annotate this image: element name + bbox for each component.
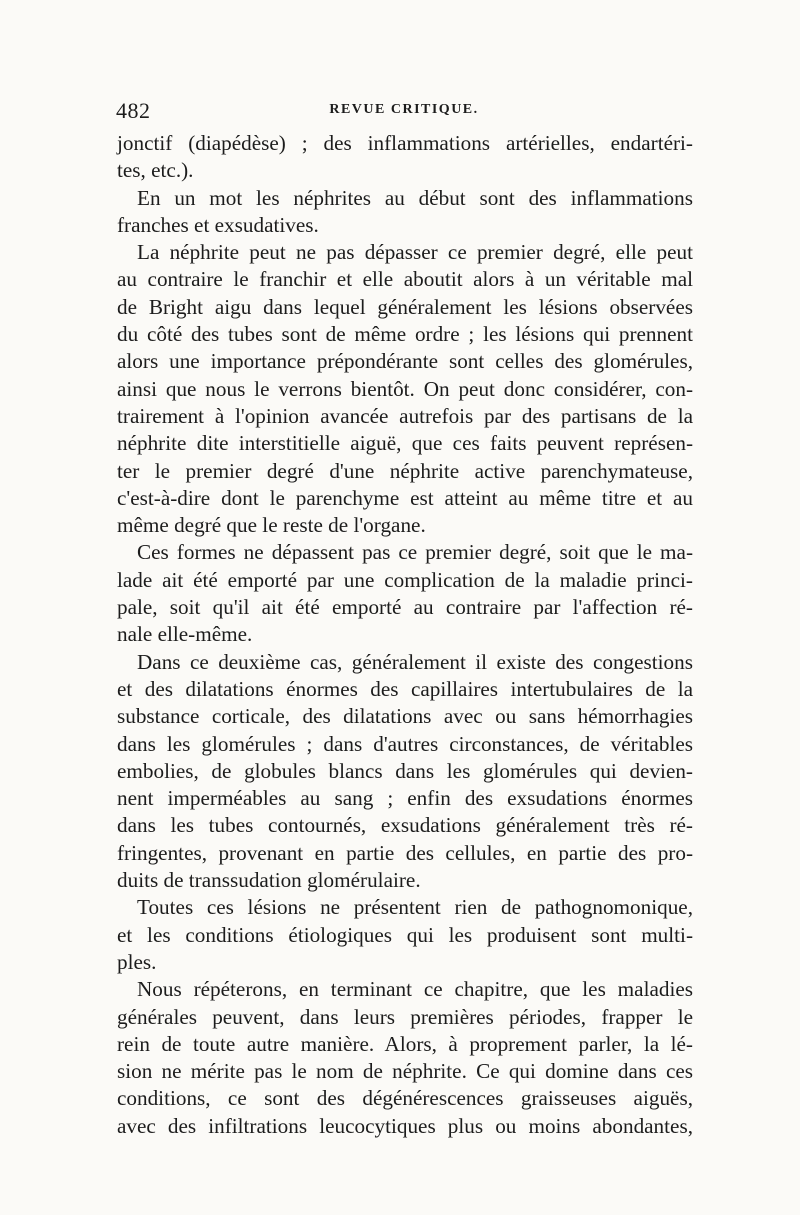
text-line: Toutes ces lésions ne présentent rien de pathognomonique, bbox=[137, 895, 693, 920]
text-line: nale elle-même. bbox=[117, 622, 253, 647]
paragraph bbox=[117, 894, 693, 976]
text-line: sion ne mérite pas le nom de néphrite. Ce qui domine dans ces bbox=[117, 1059, 693, 1084]
text-line: c'est-à-dire dont le parenchyme est atteint au même titre et au bbox=[117, 485, 693, 510]
text-line: franches et exsudatives. bbox=[117, 212, 319, 237]
text-line: dans les glomérules ; dans d'autres circonstances, de véritables bbox=[117, 731, 693, 756]
text-line: fringentes, provenant en partie des cellules, en partie des pro- bbox=[117, 840, 693, 865]
text-line: même degré que le reste de l'organe. bbox=[117, 513, 426, 538]
text-line: dans les tubes contournés, exsudations généralement très ré- bbox=[117, 813, 693, 838]
text-line: et des dilatations énormes des capillaires intertubulaires de la bbox=[117, 676, 693, 701]
text-line: et les conditions étiologiques qui les produisent sont multi- bbox=[117, 922, 693, 947]
text-line: jonctif (diapédèse) ; des inflammations artérielles, endartéri- bbox=[117, 131, 693, 155]
text-line: conditions, ce sont des dégénérescences graisseuses aiguës, bbox=[117, 1086, 693, 1111]
paragraph bbox=[117, 185, 693, 240]
text-line: de Bright aigu dans lequel généralement les lésions observées bbox=[117, 294, 693, 319]
paragraph bbox=[117, 239, 693, 539]
text-line: générales peuvent, dans leurs premières périodes, frapper le bbox=[117, 1004, 693, 1029]
text-line: Nous répéterons, en terminant ce chapitre, que les maladies bbox=[137, 977, 693, 1002]
text-line: ter le premier degré d'une néphrite active parenchymateuse, bbox=[117, 458, 693, 483]
text-line: avec des infiltrations leucocytiques plus ou moins abondantes, bbox=[117, 1113, 693, 1138]
body-text bbox=[117, 130, 693, 1140]
paragraph bbox=[117, 649, 693, 895]
text-line: ples. bbox=[117, 949, 157, 974]
text-line: embolies, de globules blancs dans les glomérules qui devien- bbox=[117, 758, 693, 783]
text-line: nent imperméables au sang ; enfin des exsudations énormes bbox=[117, 786, 693, 811]
running-head bbox=[116, 98, 692, 128]
text-line: La néphrite peut ne pas dépasser ce premier degré, elle peut bbox=[137, 240, 693, 265]
paragraph bbox=[117, 539, 693, 648]
text-line: tes, etc.). bbox=[117, 158, 194, 183]
text-line: du côté des tubes sont de même ordre ; les lésions qui prennent bbox=[117, 322, 693, 347]
paragraph bbox=[117, 130, 693, 185]
text-line: duits de transsudation glomérulaire. bbox=[117, 868, 421, 893]
text-line: Ces formes ne dépassent pas ce premier degré, soit que le ma- bbox=[137, 540, 693, 565]
text-line: En un mot les néphrites au début sont des inflammations bbox=[137, 185, 693, 210]
text-line: au contraire le franchir et elle aboutit alors à un véritable mal bbox=[117, 267, 693, 292]
running-title: REVUE CRITIQUE. bbox=[329, 102, 479, 117]
text-line: ainsi que nous le verrons bientôt. On peut donc considérer, con- bbox=[117, 376, 693, 401]
text-line: rein de toute autre manière. Alors, à proprement parler, la lé- bbox=[117, 1031, 693, 1056]
text-line: lade ait été emporté par une complication de la maladie princi- bbox=[117, 567, 693, 592]
text-line: trairement à l'opinion avancée autrefois par des partisans de la bbox=[117, 403, 693, 428]
text-line: substance corticale, des dilatations avec ou sans hémorrhagies bbox=[117, 704, 693, 729]
paragraph bbox=[117, 976, 693, 1140]
text-line: Dans ce deuxième cas, généralement il existe des congestions bbox=[137, 649, 693, 674]
text-line: néphrite dite interstitielle aiguë, que ces faits peuvent représen- bbox=[117, 431, 693, 456]
page-number: 482 bbox=[116, 98, 151, 123]
text-line: pale, soit qu'il ait été emporté au contraire par l'affection ré- bbox=[117, 595, 693, 620]
text-line: alors une importance prépondérante sont celles des glomérules, bbox=[117, 349, 693, 374]
